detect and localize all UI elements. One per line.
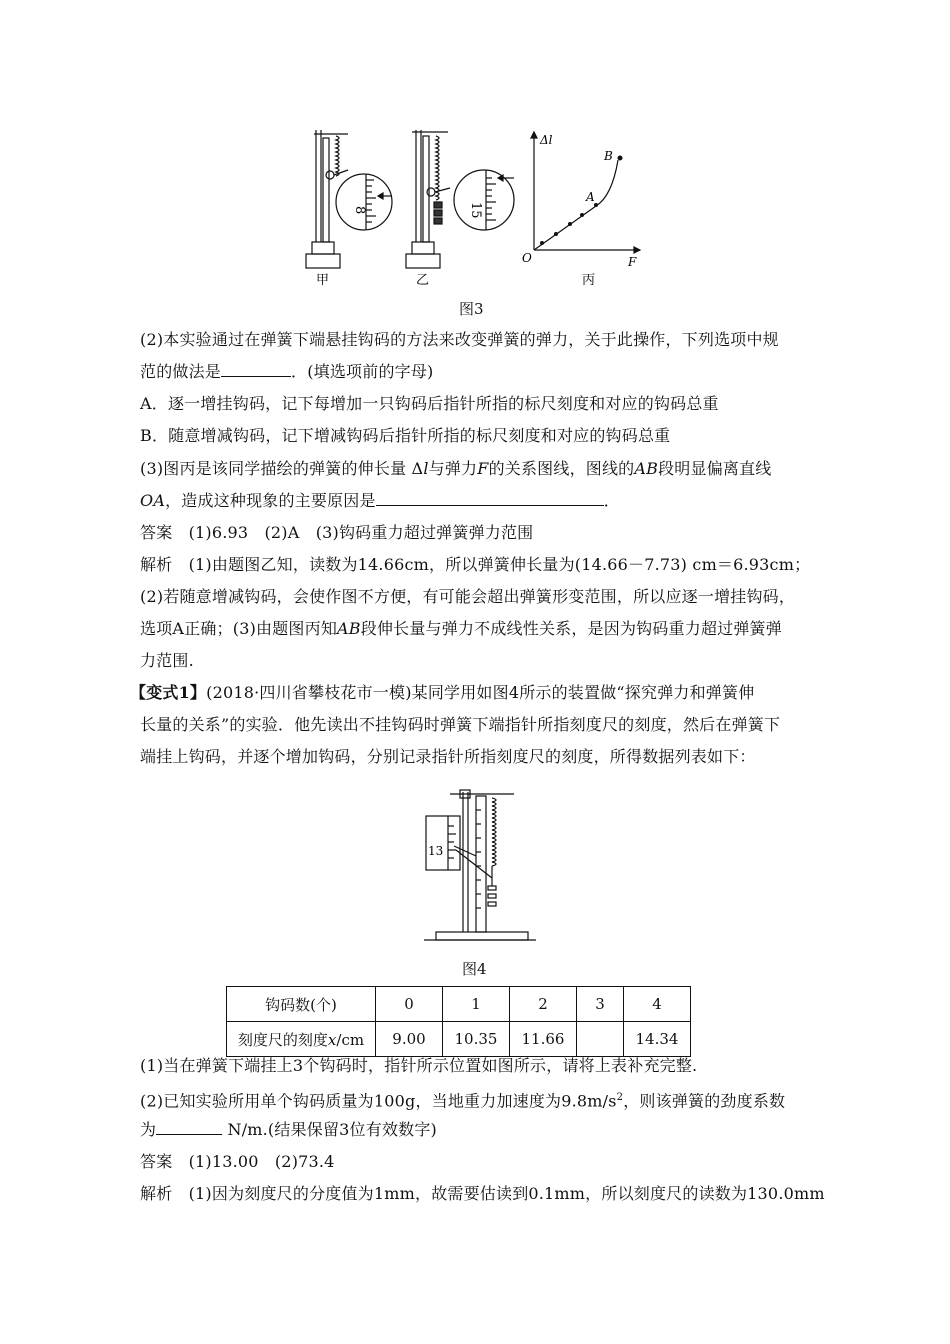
option-a: A．逐一增挂钩码，记下每增加一只钩码后指针所指的标尺刻度和对应的钩码总重 [140,394,719,413]
variant-q2-text-a: (2)已知实验所用单个钩码质量为100g，当地重力加速度为9.8m/s [140,1091,617,1111]
table-cell: 0 [376,987,443,1022]
table-header-scale-a: 刻度尺的刻度 [237,1030,328,1049]
panel-label-jia: 甲 [316,273,330,288]
variant-q2-text-b: ，则该弹簧的劲度系数 [623,1091,786,1111]
variant-q2-text-c: 为 [140,1120,157,1139]
q3-answer-blank[interactable] [376,489,604,506]
analysis-1-text-b: 段伸长量与弹力不成线性关系，是因为钩码重力超过弹簧弹 [360,619,782,638]
apparatus-yi [406,130,514,268]
table-row [227,1022,691,1057]
q3-var-f: F [477,459,489,478]
panel-label-yi: 乙 [416,273,430,288]
origin-label: O [522,251,532,265]
table-cell: 9.00 [376,1022,443,1057]
analysis-2: 解析 (1)因为刻度尺的分度值为1mm，故需要估读到0.1mm，所以刻度尺的读数为130.0mm [140,1184,825,1203]
data-table [226,986,691,1057]
table-cell-empty[interactable] [577,1022,624,1057]
figure-4 [420,786,540,948]
figure-4-caption: 图4 [462,960,487,978]
analysis-1-line4: 力范围. [140,651,194,670]
q3-var-ab: AB [634,459,659,478]
table-header-scale-b: /cm [336,1030,365,1049]
variant-q2-sup: 2 [616,1092,624,1103]
variant-text-1: (2018·四川省攀枝花市一模)某同学用如图4所示的装置做“探究弹力和弹簧伸 [206,683,755,702]
variant-q2-line1 [140,1086,785,1113]
q2-line2 [140,360,434,384]
q3-text-d: 段明显偏离直线 [658,459,772,478]
q2-line2-post: ．(填选项前的字母) [291,362,434,381]
table-row [227,987,691,1022]
variant-q2-line2 [140,1118,437,1142]
scale-label-jia: 8 [352,206,367,215]
q3-var-oa: OA [140,491,166,510]
table-cell: 10.35 [443,1022,510,1057]
q2-line1: (2)本实验通过在弹簧下端悬挂钩码的方法来改变弹簧的弹力，关于此操作，下列选项中规 [140,330,779,349]
panel-label-bing: 丙 [582,273,596,288]
variant-line2: 长量的关系”的实验．他先读出不挂钩码时弹簧下端指针所指刻度尺的刻度，然后在弹簧下 [140,715,781,734]
axis-label-x: F [628,255,637,269]
q3-text-e: ，造成这种现象的主要原因是 [165,491,376,510]
apparatus-jia [306,130,392,268]
q3-text-b: 与弹力 [428,459,478,478]
variant-line3: 端挂上钩码，并逐个增加钩码，分别记录指针所指刻度尺的刻度，所得数据列表如下： [140,747,756,766]
answer-1: 答案 (1)6.93 (2)A (3)钩码重力超过弹簧弹力范围 [140,523,534,542]
q3-text-c: 的关系图线，图线的 [488,459,635,478]
answer-2: 答案 (1)13.00 (2)73.4 [140,1152,335,1171]
table-header-count: 钩码数(个) [227,987,376,1022]
table-header-scale [227,1022,376,1057]
point-label-b: B [604,149,613,163]
table-cell: 4 [624,987,691,1022]
variant-q2-answer-blank[interactable] [156,1118,222,1135]
table-cell: 11.66 [510,1022,577,1057]
figure-4-scale-label: 13 [428,844,444,858]
q3-line1 [140,457,772,481]
variant-q2-text-d: N/m.(结果保留3位有效数字) [222,1120,438,1139]
variant-tag: 【变式1】 [130,683,207,702]
table-cell: 14.34 [624,1022,691,1057]
analysis-1-line2: (2)若随意增减钩码，会使作图不方便，有可能会超出弹簧形变范围，所以应逐一增挂钩码， [140,587,796,606]
analysis-1-text-a: 选项A正确；(3)由题图丙知 [140,619,338,638]
variant-line1 [130,681,754,705]
scale-label-yi: 15 [468,202,483,219]
point-label-a: A [586,190,595,204]
q3-line2 [140,489,620,513]
table-cell: 1 [443,987,510,1022]
analysis-1-line1: 解析 (1)由题图乙知，读数为14.66cm，所以弹簧伸长量为(14.66－7.73) cm＝6.93cm； [140,555,811,574]
option-b: B．随意增减钩码，记下增减钩码后指针所指的标尺刻度和对应的钩码总重 [140,426,671,445]
variant-q1: (1)当在弹簧下端挂上3个钩码时，指针所示位置如图所示，请将上表补充完整. [140,1056,698,1075]
analysis-1-var-ab: AB [337,619,361,638]
q3-text-f: ． [603,491,620,510]
table-cell: 2 [510,987,577,1022]
q3-var-l: l [423,459,429,478]
graph-points [540,156,623,246]
analysis-1-line3 [140,617,782,641]
figure-3 [300,122,650,292]
figure-3-caption: 图3 [459,300,484,318]
axis-label-y: Δl [540,133,553,147]
q2-line2-pre: 范的做法是 [140,362,222,381]
q2-answer-blank[interactable] [221,360,291,377]
table-cell: 3 [577,987,624,1022]
table-header-var-x: x [327,1030,337,1049]
q3-text-a: (3)图丙是该同学描绘的弹簧的伸长量 Δ [140,459,424,478]
